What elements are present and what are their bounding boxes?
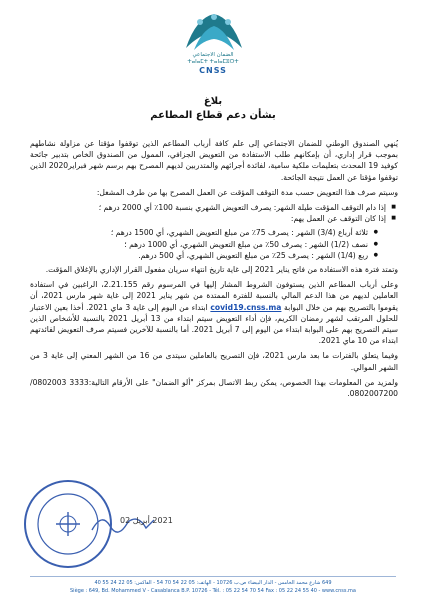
footer-address-fr: Siège : 649, Bd. Mohammed V - Casablanca B.P. 10726 - Tél. : 05 22 54 70 54 Fax : 05 22 24 55 40 - www.cnss.ma <box>70 588 356 594</box>
paragraph-compensation: وسيتم صرف هذا التعويض حسب مدة التوقف المؤقت عن العمل المصرح بها من طرف المشغل: <box>96 187 398 197</box>
list-item: ■ إذا كان التوقف عن العمل يهم: <box>30 213 386 224</box>
paragraph-period: وتمتد فترة هذه الاستفادة من فاتح يناير 2021 إلى غاية تاريخ انتهاء سريان مفعول القرار الإداري بالإغلاق المؤقت. <box>45 265 398 275</box>
list-item: ■ إذا دام التوقف المؤقت طيلة الشهر: يصرف التعويض الشهري بنسبة 100٪ أي 2000 درهم ؛ <box>30 202 386 213</box>
paragraph-intro: يُنهي الصندوق الوطني للضمان الاجتماعي إلى علم كافة أرباب المطاعم الذين توقفوا مؤقتا عن مزاولة نشاطهم بموجب قرار إداري، أن بإمكانهم طلب الاستفادة من التعويض الجزافي، الممول من الصندوق الخاص بتدبير جائحة كوفيد 19 المحدث بتعليمات ملكية سامية، لفائدة أجرائهم والمتدربين لديهم المصرح بهم برسم شهر فبراير2020 الذين توقفوا مؤقتا عن العمل نتيجة الجائحة. <box>30 139 398 182</box>
list-item: ● ثلاثة أرباع (3/4) الشهر : يصرف 75٪ من مبلغ التعويض الشهري، أي 1500 درهم ؛ <box>30 227 368 238</box>
logo-arabic-text: الضمان الاجتماعي ⵜⴰⵏⴰⵎⵜ ⵜⴰⵏⴰⵎⵓⵔⵜ <box>187 52 239 65</box>
compensation-sublist <box>30 227 398 261</box>
compensation-list <box>30 202 398 224</box>
document-date: 2021 أبريل 02 <box>120 516 173 525</box>
notice-subject: بشأن دعم قطاع المطاعم <box>150 110 276 121</box>
portal-link[interactable]: covid19.cnss.ma <box>210 302 282 312</box>
list-item: ● ربع (1/4) الشهر : يصرف 25٪ من مبلغ التعويض الشهري، أي 500 درهم. <box>30 250 368 261</box>
footer-divider <box>30 576 396 577</box>
logo-cnss-text: CNSS <box>199 66 227 75</box>
notice-body <box>30 138 398 403</box>
paragraph-later-periods: وفيما يتعلق بالفترات ما بعد مارس 2021، فإن التصريح بالعاملين سيتدى من 16 من الشهر المعني إلى غاية 3 من الشهر الموالي. <box>30 351 399 372</box>
paragraph-declaration: وعلى أرباب المطاعم الذين يستوفون الشروط المشار إليها في المرسوم رقم 2.21.155، الراغبين في استفادة العاملين لديهم من هذا الدعم المالي بالنسبة للفترة الممتدة من شهر يناير 2021 إلى غاية شهر مارس 2021، أن يقوموا بالتصريح بهم من خلال البوابة covid19.cnss.ma ابتداء من اليوم إلى غاية 3 ماي 2021. أخذا بعين الاعتبار للحلول المرتقب لشهر رمضان الكريم، فإن أداء التعويض سيتم ابتداء من 13 أبريل 2021 بالنسبة للأشخاص الذين سيتم التصريح بهم على البوابة ابتداء من اليوم إلى 7 أبريل 2021. أما بالنسبة للآخرين فسيتم صرف التعويض لفائدتهم ابتداء من 10 ماي 2021. <box>30 280 399 346</box>
list-item: ● نصف (1/2) الشهر : يصرف 50٪ من مبلغ التعويض الشهري، أي 1000 درهم ؛ <box>30 239 368 250</box>
paragraph-contact: ولمزيد من المعلومات بهذا الخصوص، يمكن ربط الاتصال بمركز "ألو الضمان" على الأرقام التالية:3333 0802003/ 0802007200. <box>30 377 398 399</box>
footer-address-ar: 649 شارع محمد الخامس - الدار البيضاء ص.ب 10726 - الهاتف: 05 22 54 70 54 - الفاكس: 05 22 24 55 40 <box>94 580 332 586</box>
notice-heading: بلاغ <box>203 96 223 107</box>
